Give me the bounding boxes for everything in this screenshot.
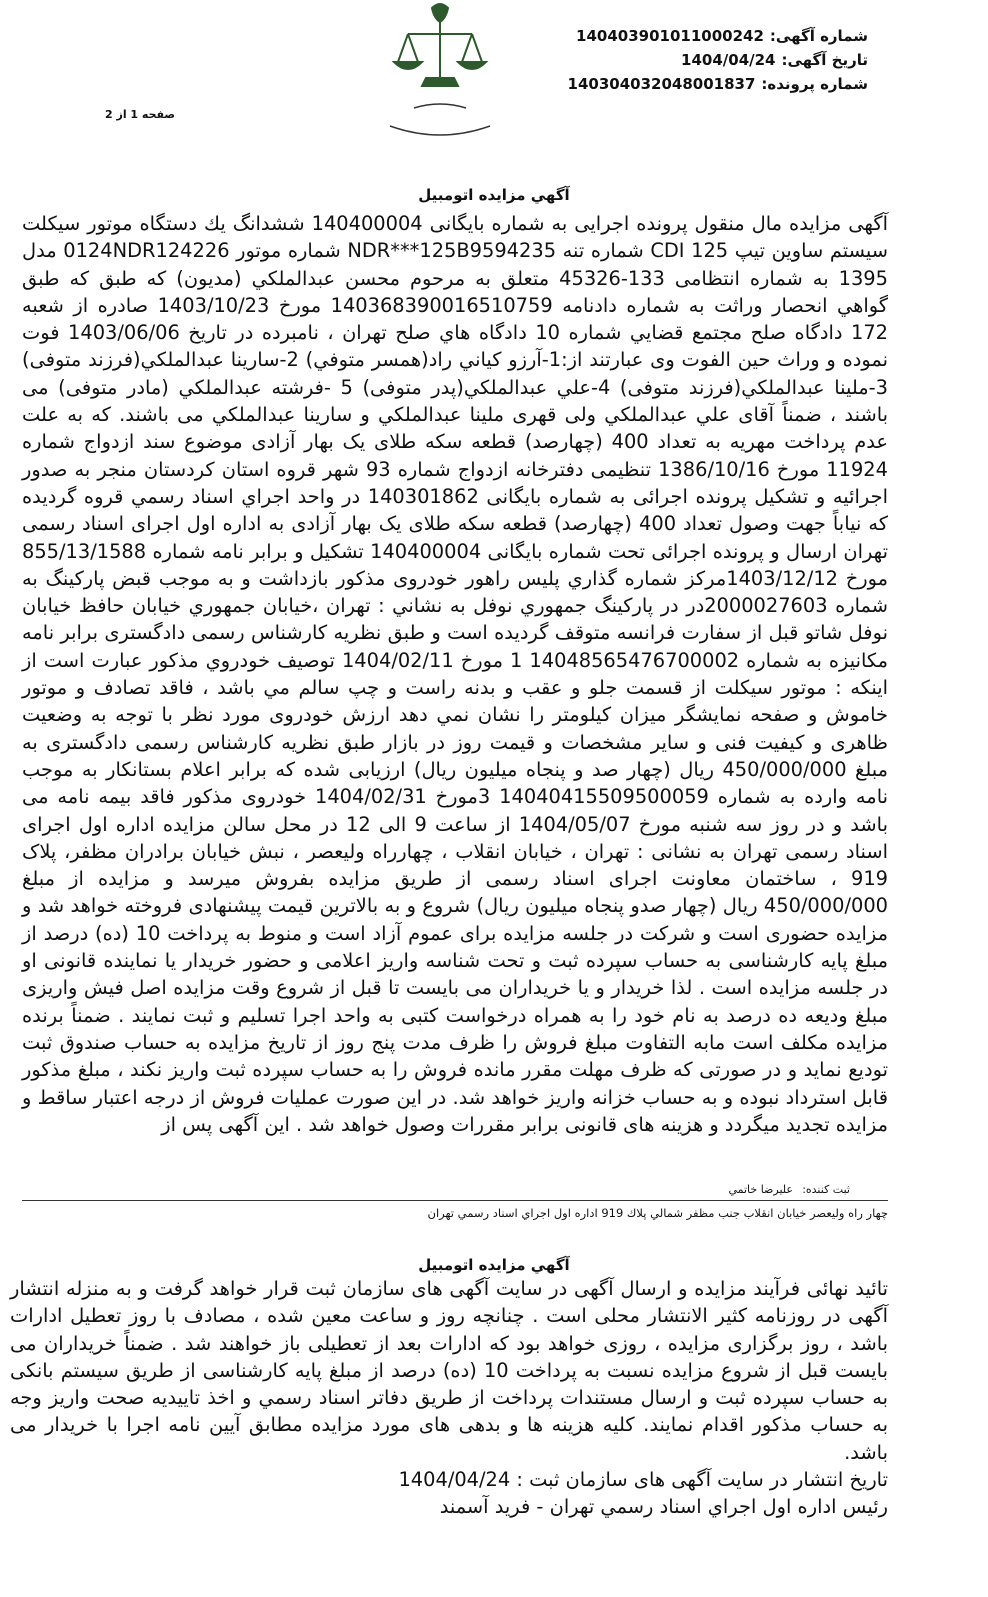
notice-number-row: [568, 24, 868, 48]
notice-paragraph: آگهی مزایده مال منقول پرونده اجرایی به شماره بایگانی 140400004 ششدانگ يك دستگاه موتور سیکلت سیستم ساوین تیپ CDI 125 شماره تنه NDR***125B9594235 شماره موتور 0124NDR124226 مدل 1395 به شماره انتظامی 133-45326 متعلق به مرحوم محسن عبدالملکي (مدیون) که طبق که طبق گواهي انحصار وراثت به شماره دادنامه 140368390016510759 مورخ 1403/10/23 صادره از شعبه 172 دادگاه صلح مجتمع قضايي شماره 10 دادگاه هاي صلح تهران ، نامبرده در تاریخ 1403/06/06 فوت نموده و وراث حین الفوت وی عبارتند از:1-آرزو کیاني راد(همسر متوفي) 2-سارینا عبدالملکي(فرزند متوفی) 3-ملينا عبدالملکي(فرزند متوفی) 4-علي عبدالملکي(پدر متوفی) 5 -فرشته عبدالملکي (مادر متوفی) می باشند ، ضمناً آقای علي عبدالملکي ولی قهری ملينا عبدالملکي و سارينا عبدالملکي می باشند. که به علت عدم پرداخت مهریه به تعداد 400 (چهارصد) قطعه سکه طلای یک بهار آزادی موضوع سند ازدواج شماره 11924 مورخ 1386/10/16 تنظیمی دفترخانه ازدواج شماره 93 شهر قروه استان کردستان منجر به صدور اجرائیه و تشکیل پرونده اجرائی به شماره بایگانی 140301862 در واحد اجراي اسناد رسمي قروه گردیده که نیاباً جهت وصول تعداد 400 (چهارصد) قطعه سکه طلای یک بهار آزادی به اداره اول اجرای اسناد رسمی تهران ارسال و پرونده اجرائی تحت شماره بایگانی 140400004 تشکیل و برابر نامه شماره 855/13/1588 مورخ 1403/12/12مرکز شماره گذاري پلیس راهور خودروی مذکور بازداشت و به موجب قبض پارکینگ به شماره 2000027603در در پارکینگ جمهوري نوفل به نشاني : تهران ،خیابان جمهوري خيابان حافظ خیابان نوفل شاتو قبل از سفارت فرانسه متوقف گردیده است و طبق نظریه کارشناس رسمی دادگستری برابر نامه مکانیزه به شماره 14048565476700002 1 مورخ 1404/02/11 توصیف خودروي مذکور عبارت است از اینکه : موتور سيکلت از قسمت جلو و عقب و بدنه راست و چپ سالم مي باشد ، فاقد تصادف و موتور خاموش و صفحه نمایشگر ميزان کيلومتر را نشان نمي دهد ارزش خودروی مورد نظر با توجه به وضعیت ظاهری و کیفیت فنی و سایر مشخصات و قیمت روز در بازار طبق نظريه کارشناس رسمی دادگستری به مبلغ 450/000/000 ريال (چهار صد و پنجاه ميليون ريال) ارزیابی شده که برابر اعلام بستانكار به موجب نامه وارده به شماره 14040415509500059 3مورخ 1404/02/31 خودروی مذکور فاقد بيمه نامه می باشد و در روز سه شنبه مورخ 1404/05/07 از ساعت 9 الی 12 در محل سالن مزایده اداره اول اجرای اسناد رسمی تهران به نشانی : تهران ، خیابان انقلاب ، چهارراه ولیعصر ، نبش خیابان برادران مظفر، پلاک 919 ، ساختمان معاونت اجرای اسناد رسمی از طریق مزایده بفروش میرسد و مزایده از مبلغ 450/000/000 ريال (چهار صدو پنجاه میلیون ریال) شروع و به بالاترین قیمت پیشنهادی فروخته خواهد شد و مزايده حضوری است و شرکت در جلسه مزایده برای عموم آزاد است و منوط به پرداخت 10 (ده) درصد از مبلغ پایه کارشناسی به حساب سپرده ثبت و تحت شناسه واریز اعلامی و حضور خریدار یا نماینده قانونی او در جلسه مزایده است . لذا خریدار و یا خریداران می بایست تا قبل از شروع وقت مزایده اصل فیش واریزی مبلغ ودیعه ده درصد به نام خود را به همراه درخواست کتبی به واحد اجرا تسلیم و ثبت نمایند . ضمناً برنده مزایده مکلف است مابه التفاوت مبلغ فروش را ظرف مدت پنج روز از تاریخ مزایده به حساب صندوق ثبت توديع نمايد و در صورتی که ظرف مهلت مقرر مانده فروش را به حساب سپرده ثبت واریز نکند ، مبلغ مذکور قابل استرداد نبوده و به حساب خزانه واریز خواهد شد. در این صورت عملیات فروش از درجه اعتبار ساقط و مزایده تجدید میگردد و هزینه های قانونی برابر مقررات وصول خواهد شد . این آگهی پس از: [22, 212, 889, 1136]
notice-date-label: تاریخ آگهی:: [781, 51, 868, 69]
notice-body: [22, 210, 888, 1138]
file-number-row: [568, 72, 868, 96]
signature-row: [0, 1183, 988, 1201]
file-number: 140304032048001837: [567, 75, 756, 93]
notice-number-label: شماره آگهی:: [769, 27, 868, 45]
notice-number: 140403901011000242: [576, 27, 764, 45]
scales-of-justice-icon: [380, 0, 500, 140]
file-number-label: شماره پرونده:: [761, 75, 868, 93]
notice-meta: [568, 24, 868, 96]
notice-title-page2: آگهي مزايده اتومبيل: [418, 1256, 570, 1274]
notice-body-page2: [10, 1275, 888, 1521]
notice-paragraph-page2: تائید نهائی فرآیند مزایده و ارسال آگهی در سایت آگهی های سازمان ثبت قرار خواهد گرفت و به منزله انتشار آگهی در روزنامه کثير الانتشار محلی است . چنانچه روز و ساعت معین شده ، مصادف با روز تعطیل ادارات باشد ، روز برگزاری مزایده ، روزی خواهد بود که ادارات بعد از تعطیلی باز خواهند شد . ضمناً خریداران می بایست قبل از شروع مزایده نسبت به پرداخت 10 (ده) درصد از مبلغ پایه کارشناسی از طریق سیستم بانکی به حساب سپرده ثبت و ارسال مستندات پرداخت از طریق دفاتر اسناد رسمي و اخذ تاییدیه صحت واریز وجه به حساب مذکور اقدام نمایند. کلیه هزینه ها و بدهی های مورد مزایده مطابق آیین نامه اجرا با خریدار می باشد.: [10, 1277, 888, 1464]
page-indicator: صفحه 1 از 2: [105, 108, 176, 121]
signoff-line: رئیس اداره اول اجراي اسناد رسمي تهران - فرید آسمند: [439, 1495, 888, 1519]
divider: [22, 1200, 888, 1201]
office-address: چهار راه وليعصر خيابان انقلاب جنب مظفر شمالي پلاك 919 اداره اول اجراي اسناد رسمي تهران: [427, 1206, 888, 1220]
notice-date-row: [568, 48, 868, 72]
registered-by-name: عليرضا خاتمي: [728, 1183, 793, 1196]
registered-by-label: ثبت کننده:: [802, 1183, 850, 1196]
notice-title: آگهي مزايده اتومبيل: [418, 186, 570, 204]
judiciary-emblem-icon: [380, 0, 500, 140]
publish-date-line: تاریخ انتشار در سایت آگهی های سازمان ثبت : 1404/04/24: [398, 1468, 888, 1492]
notice-date: 1404/04/24: [681, 51, 776, 69]
